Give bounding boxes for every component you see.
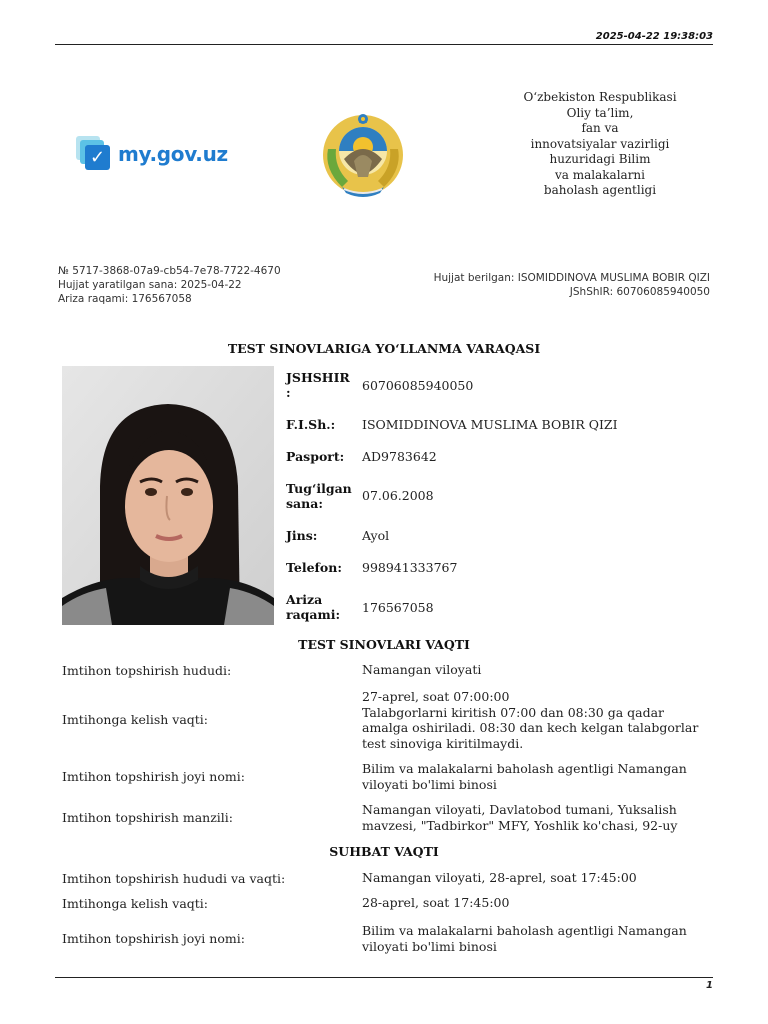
exam-address-value: Namangan viloyati, Davlatobod tumani, Yuksalish mavzesi, "Tadbirkor" MFY, Yoshlik ko'chasi, 92-uy: [362, 802, 678, 833]
agency-line: huzuridagi Bilim: [549, 152, 651, 166]
issued-to: Hujjat berilgan: ISOMIDDINOVA MUSLIMA BOBIR QIZI: [433, 272, 710, 284]
logo-text: my.gov.uz: [118, 142, 228, 166]
header-divider: [55, 44, 713, 45]
exam-region-label: Imtihon topshirish hududi:: [62, 663, 232, 678]
exam-place-value: Bilim va malakalarni baholash agentligi Namangan viloyati bo'limi binosi: [362, 761, 687, 792]
exam-address-label: Imtihon topshirish manzili:: [62, 810, 233, 825]
exam-place-label: Imtihon topshirish joyi nomi:: [62, 769, 245, 784]
agency-line: Oliy ta’lim,: [566, 105, 634, 120]
application-number: Ariza raqami: 176567058: [58, 293, 192, 305]
document-meta: [58, 264, 281, 306]
exam-region-value: Namangan viloyati: [362, 662, 482, 677]
fish-value: ISOMIDDINOVA MUSLIMA BOBIR QIZI: [362, 417, 618, 432]
birth-date-label: Tug‘ilgan sana:: [286, 481, 352, 511]
page-number: 1: [706, 980, 713, 991]
passport-value: AD9783642: [362, 449, 437, 464]
phone-value: 998941333767: [362, 560, 458, 575]
agency-line: fan va: [581, 121, 619, 135]
recipient-meta: [434, 271, 710, 299]
passport-label: Pasport:: [286, 449, 345, 464]
interview-region-time-label: Imtihon topshirish hududi va vaqti:: [62, 871, 286, 886]
birth-date-value: 07.06.2008: [362, 488, 434, 503]
application-number-value: 176567058: [362, 600, 434, 615]
footer-divider: [55, 977, 713, 978]
document-number: № 5717-3868-07a9-cb54-7e78-7722-4670: [58, 265, 281, 277]
agency-line: O‘zbekiston Respublikasi: [523, 90, 677, 104]
document-timestamp: 2025-04-22 19:38:03: [595, 31, 713, 42]
agency-line: innovatsiyalar vazirligi: [530, 136, 670, 151]
document-title: TEST SINOVLARIGA YO‘LLANMA VARAQASI: [227, 341, 541, 356]
applicant-photo: [62, 366, 274, 625]
gender-label: Jins:: [286, 528, 318, 543]
state-emblem-icon: [314, 109, 412, 199]
jshshir-label: JSHSHIR :: [286, 370, 350, 400]
gender-value: Ayol: [362, 528, 390, 543]
test-section-title: TEST SINOVLARI VAQTI: [298, 637, 470, 652]
exam-arrival-label: Imtihonga kelish vaqti:: [62, 712, 209, 727]
agency-block: [490, 90, 710, 199]
interview-section-title: SUHBAT VAQTI: [329, 844, 439, 859]
jshshir-value: 60706085940050: [362, 378, 474, 393]
application-number-label: Ariza raqami:: [286, 592, 341, 622]
interview-place-value: Bilim va malakalarni baholash agentligi Namangan viloyati bo'limi binosi: [362, 923, 687, 954]
document-created-date: Hujjat yaratilgan sana: 2025-04-22: [58, 279, 242, 291]
recipient-jshshir: JShShIR: 60706085940050: [569, 286, 710, 298]
agency-line: baholash agentligi: [543, 183, 657, 197]
exam-arrival-time: 27-aprel, soat 07:00:00: [362, 689, 510, 704]
interview-arrival-label: Imtihonga kelish vaqti:: [62, 896, 209, 911]
interview-place-label: Imtihon topshirish joyi nomi:: [62, 931, 245, 946]
exam-arrival-note: Talabgorlarni kiritish 07:00 dan 08:30 ga qadar amalga oshiriladi. 08:30 dan kech kelgan talabgorlar test sinoviga kiritilmaydi.: [362, 704, 699, 751]
interview-region-time-value: Namangan viloyati, 28-aprel, soat 17:45:00: [362, 870, 637, 885]
phone-label: Telefon:: [286, 560, 342, 575]
exam-arrival-value: [362, 689, 702, 751]
interview-arrival-value: 28-aprel, soat 17:45:00: [362, 895, 510, 910]
mygov-logo[interactable]: [76, 134, 236, 174]
mygov-check-icon: ✓: [76, 136, 112, 172]
fish-label: F.I.Sh.:: [286, 417, 336, 432]
agency-line: va malakalarni: [555, 167, 645, 182]
